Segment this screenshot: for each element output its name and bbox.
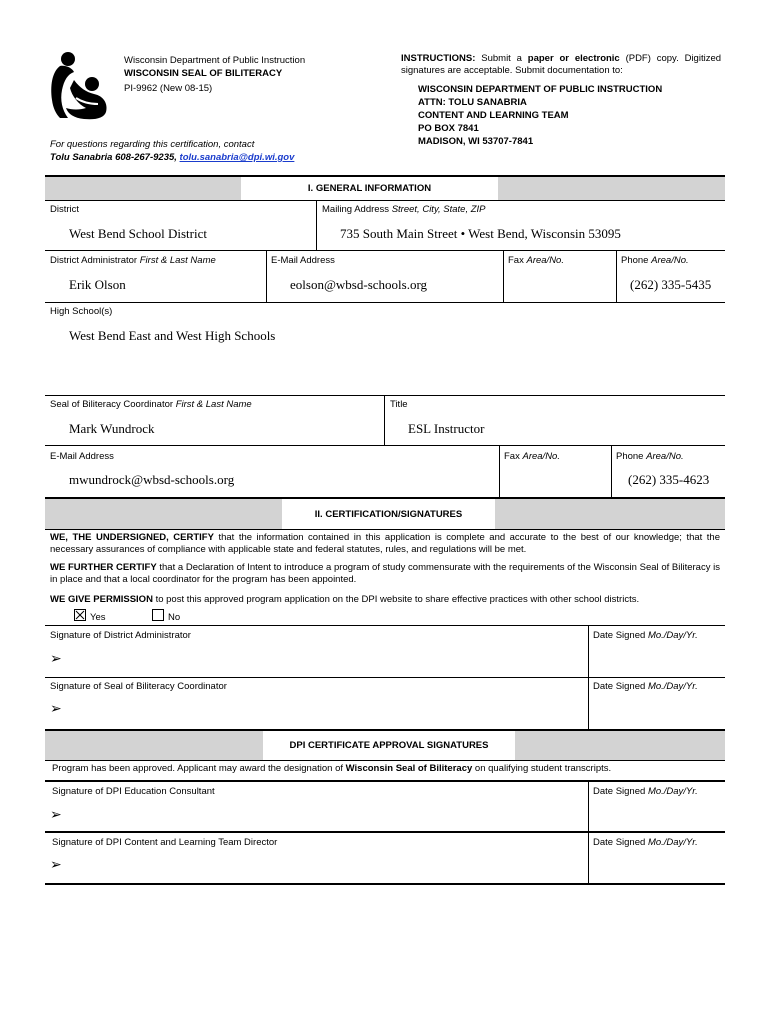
date-label-text: Date Signed xyxy=(593,630,646,641)
coordinator-fax-label xyxy=(504,451,560,463)
phone-label xyxy=(621,255,689,267)
contact-name-phone: Tolu Sanabria 608-267-9235, xyxy=(50,152,177,163)
coordinator-fax-text: Fax xyxy=(504,451,520,462)
admin-label-text: District Administrator xyxy=(50,255,138,266)
coordinator-fax-hint: Area/No. xyxy=(522,451,560,462)
instructions-part1: Submit a xyxy=(475,53,528,64)
dpi-logo-icon xyxy=(46,50,112,120)
contact-email-link[interactable]: tolu.sanabria@dpi.wi.gov xyxy=(179,152,295,163)
permission-paragraph xyxy=(50,594,720,606)
mailing-label xyxy=(322,204,486,216)
district-field[interactable]: West Bend School District xyxy=(69,226,207,241)
sig-consultant-date-label xyxy=(593,786,698,798)
sig-coord-field[interactable] xyxy=(70,695,580,723)
permission-lead: WE GIVE PERMISSION xyxy=(50,594,153,605)
fax-label xyxy=(508,255,564,267)
email-label: E-Mail Address xyxy=(271,255,335,266)
address-line: MADISON, WI 53707-7841 xyxy=(418,136,534,147)
coordinator-hint: First & Last Name xyxy=(175,399,252,410)
contact-line xyxy=(50,152,294,164)
sig-admin-arrow-icon: ➢ xyxy=(50,650,62,666)
date-hint: Mo./Day/Yr. xyxy=(647,837,698,848)
certify-lead: WE, THE UNDERSIGNED, CERTIFY xyxy=(50,532,214,543)
yes-checkbox[interactable] xyxy=(74,609,86,621)
form-id: PI-9962 (New 08-15) xyxy=(124,83,213,94)
certification-heading: II. CERTIFICATION/SIGNATURES xyxy=(314,509,463,520)
coordinator-email-field[interactable]: mwundrock@wbsd-schools.org xyxy=(69,472,235,487)
title-label: Title xyxy=(390,399,408,410)
instructions-text xyxy=(401,53,721,77)
admin-phone-field[interactable]: (262) 335-5435 xyxy=(630,277,712,292)
sig-consultant-field[interactable] xyxy=(70,800,580,828)
instructions-emphasis: paper or electronic xyxy=(527,53,620,64)
agency-name: Wisconsin Department of Public Instruction xyxy=(124,55,306,66)
approval-heading: DPI CERTIFICATE APPROVAL SIGNATURES xyxy=(289,740,489,751)
admin-hint: First & Last Name xyxy=(139,255,216,266)
phone-label-text: Phone xyxy=(621,255,649,266)
date-label-text: Date Signed xyxy=(593,837,646,848)
date-hint: Mo./Day/Yr. xyxy=(647,630,698,641)
approved-designation: Wisconsin Seal of Biliteracy xyxy=(345,763,473,774)
sig-admin-label: Signature of District Administrator xyxy=(50,630,191,641)
address-line: ATTN: TOLU SANABRIA xyxy=(418,97,527,108)
approved-statement xyxy=(52,763,611,775)
permission-yes-option[interactable] xyxy=(74,609,106,624)
high-school-label: High School(s) xyxy=(50,306,113,317)
mailing-label-text: Mailing Address xyxy=(322,204,390,215)
coordinator-email-label: E-Mail Address xyxy=(50,451,114,462)
permission-text: to post this approved program application on the DPI website to share effective practices with other school districts. xyxy=(152,594,640,605)
address-line: WISCONSIN DEPARTMENT OF PUBLIC INSTRUCTION xyxy=(418,84,663,95)
coordinator-phone-label xyxy=(616,451,684,463)
coordinator-title-field[interactable]: ESL Instructor xyxy=(408,421,485,436)
date-hint: Mo./Day/Yr. xyxy=(647,786,698,797)
mailing-address-field[interactable]: 735 South Main Street • West Bend, Wisconsin 53095 xyxy=(340,226,621,241)
sig-coord-arrow-icon: ➢ xyxy=(50,700,62,716)
sig-director-field[interactable] xyxy=(70,851,580,879)
admin-name-field[interactable]: Erik Olson xyxy=(69,277,126,292)
further-paragraph xyxy=(50,562,720,586)
coordinator-phone-field[interactable]: (262) 335-4623 xyxy=(628,472,710,487)
date-label-text: Date Signed xyxy=(593,681,646,692)
coordinator-label xyxy=(50,399,252,411)
program-name: WISCONSIN SEAL OF BILITERACY xyxy=(124,68,283,79)
address-line: PO BOX 7841 xyxy=(418,123,479,134)
sig-director-label: Signature of DPI Content and Learning Team Director xyxy=(52,837,278,848)
sig-coord-date-label xyxy=(593,681,698,693)
coordinator-name-field[interactable]: Mark Wundrock xyxy=(69,421,155,436)
admin-label xyxy=(50,255,216,267)
date-label-text: Date Signed xyxy=(593,786,646,797)
date-hint: Mo./Day/Yr. xyxy=(647,681,698,692)
sig-coord-label: Signature of Seal of Biliteracy Coordinator xyxy=(50,681,227,692)
yes-label: Yes xyxy=(90,612,106,623)
no-checkbox[interactable] xyxy=(152,609,164,621)
certify-paragraph xyxy=(50,532,720,556)
sig-consultant-arrow-icon: ➢ xyxy=(50,806,62,822)
mailing-hint: Street, City, State, ZIP xyxy=(391,204,486,215)
no-label: No xyxy=(168,612,181,623)
approved-text-1: Program has been approved. Applicant may award the designation of xyxy=(52,763,346,774)
address-line: CONTENT AND LEARNING TEAM xyxy=(418,110,569,121)
admin-email-field[interactable]: eolson@wbsd-schools.org xyxy=(290,277,428,292)
further-text: that a Declaration of Intent to introduce a program of study commensurate with the requirements of the Wisconsin Seal of Biliteracy is in place and that a local coordinator for the program has been appointed. xyxy=(50,562,721,585)
sig-director-arrow-icon: ➢ xyxy=(50,856,62,872)
general-info-heading: I. GENERAL INFORMATION xyxy=(307,183,432,194)
instructions-label: INSTRUCTIONS: xyxy=(401,53,476,64)
approved-text-2: on qualifying student transcripts. xyxy=(472,763,612,774)
sig-admin-field[interactable] xyxy=(70,645,580,673)
fax-label-text: Fax xyxy=(508,255,524,266)
high-school-field[interactable]: West Bend East and West High Schools xyxy=(69,328,276,343)
sig-director-date-label xyxy=(593,837,698,849)
further-lead: WE FURTHER CERTIFY xyxy=(50,562,157,573)
mailing-address-block xyxy=(418,83,662,148)
permission-no-option[interactable] xyxy=(152,609,180,624)
fax-hint: Area/No. xyxy=(526,255,564,266)
district-label: District xyxy=(50,204,80,215)
questions-label: For questions regarding this certification, contact xyxy=(50,139,255,150)
instructions-part2: (PDF) copy. Digitized signatures are acceptable. Submit documentation to: xyxy=(401,53,722,76)
coordinator-phone-hint: Area/No. xyxy=(646,451,684,462)
coordinator-phone-text: Phone xyxy=(616,451,644,462)
sig-consultant-label: Signature of DPI Education Consultant xyxy=(52,786,215,797)
coordinator-label-text: Seal of Biliteracy Coordinator xyxy=(50,399,174,410)
certify-text: that the information contained in this application is complete and accurate to the best of our knowledge; that the necessary assurances of compliance with applicable state and federal statutes, rules, and regulations will be met. xyxy=(50,532,720,555)
sig-admin-date-label xyxy=(593,630,698,642)
phone-hint: Area/No. xyxy=(651,255,689,266)
